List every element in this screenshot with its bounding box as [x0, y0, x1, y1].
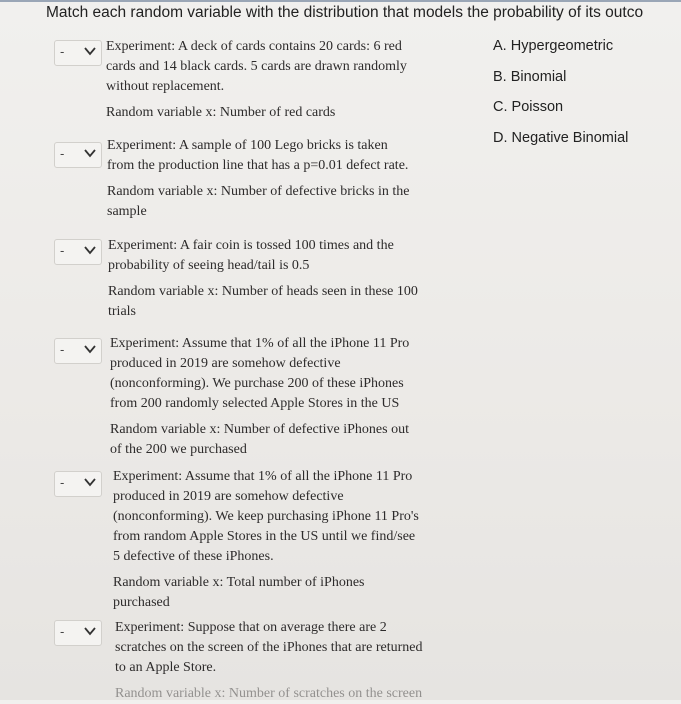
- random-variable-line: Random variable x: Number of red cards: [106, 105, 336, 120]
- random-variable-line: of the 200 we purchased: [110, 442, 247, 457]
- experiment-line: Experiment: A fair coin is tossed 100 times and the: [108, 238, 394, 253]
- experiment-line: from 200 randomly selected Apple Stores in the US: [110, 396, 400, 411]
- experiment-line: from the production line that has a p=0.01 defect rate.: [107, 158, 409, 173]
- random-variable-line: trials: [108, 304, 136, 319]
- answer-select-3[interactable]: [54, 239, 102, 265]
- random-variable-line: Random variable x: Number of defective iPhones out: [110, 422, 409, 437]
- option-b: B. Binomial: [493, 69, 567, 85]
- selected-value: -: [60, 243, 65, 258]
- experiment-line: probability of seeing head/tail is 0.5: [108, 258, 310, 273]
- experiment-line: Experiment: Assume that 1% of all the iPhone 11 Pro: [110, 336, 410, 351]
- option-d: D. Negative Binomial: [493, 130, 629, 146]
- chevron-down-icon: [83, 624, 97, 638]
- chevron-down-icon: [83, 44, 97, 58]
- experiment-line: cards and 14 black cards. 5 cards are drawn randomly: [106, 59, 407, 74]
- chevron-down-icon: [83, 342, 97, 356]
- option-a: A. Hypergeometric: [493, 38, 614, 54]
- selected-value: -: [60, 146, 65, 161]
- experiment-line: from random Apple Stores in the US until we find/see: [113, 529, 416, 544]
- random-variable-line: Random variable x: Number of defective bricks in the: [107, 184, 410, 199]
- item-text-5: [113, 467, 419, 613]
- random-variable-line: Random variable x: Total number of iPhones: [113, 575, 365, 590]
- experiment-line: Experiment: A deck of cards contains 20 cards: 6 red: [106, 39, 402, 54]
- experiment-line: 5 defective of these iPhones.: [113, 549, 274, 564]
- item-text-4: [110, 334, 409, 460]
- experiment-line: produced in 2019 are somehow defective: [110, 356, 341, 371]
- experiment-line: (nonconforming). We keep purchasing iPhone 11 Pro's: [113, 509, 419, 524]
- question-heading: Match each random variable with the distribution that models the probability of its outco: [46, 4, 644, 21]
- answer-select-5[interactable]: [54, 471, 102, 497]
- experiment-line: (nonconforming). We purchase 200 of these iPhones: [110, 376, 404, 391]
- item-text-3: [108, 236, 418, 322]
- random-variable-line: purchased: [113, 595, 170, 610]
- experiment-line: without replacement.: [106, 79, 225, 94]
- random-variable-line: Random variable x: Number of heads seen in these 100: [108, 284, 418, 299]
- chevron-down-icon: [83, 243, 97, 257]
- random-variable-line: Random variable x: Number of scratches on the screen: [115, 686, 423, 701]
- experiment-line: Experiment: Assume that 1% of all the iPhone 11 Pro: [113, 469, 413, 484]
- experiment-line: produced in 2019 are somehow defective: [113, 489, 344, 504]
- selected-value: -: [60, 475, 65, 490]
- selected-value: -: [60, 624, 65, 639]
- selected-value: -: [60, 342, 65, 357]
- experiment-line: Experiment: A sample of 100 Lego bricks is taken: [107, 138, 388, 153]
- answer-select-2[interactable]: [54, 142, 102, 168]
- answer-select-1[interactable]: [54, 40, 102, 66]
- experiment-line: to an Apple Store.: [115, 660, 217, 675]
- item-text-1: [106, 37, 407, 123]
- random-variable-line: sample: [107, 204, 147, 219]
- experiment-line: scratches on the screen of the iPhones that are returned: [115, 640, 423, 655]
- chevron-down-icon: [83, 475, 97, 489]
- top-border: [0, 0, 681, 2]
- item-text-2: [107, 136, 409, 222]
- selected-value: -: [60, 44, 65, 59]
- option-c: C. Poisson: [493, 99, 564, 115]
- answer-select-4[interactable]: [54, 338, 102, 364]
- experiment-line: Experiment: Suppose that on average there are 2: [115, 620, 387, 635]
- chevron-down-icon: [83, 146, 97, 160]
- answer-select-6[interactable]: [54, 620, 102, 646]
- item-text-6: [115, 618, 423, 704]
